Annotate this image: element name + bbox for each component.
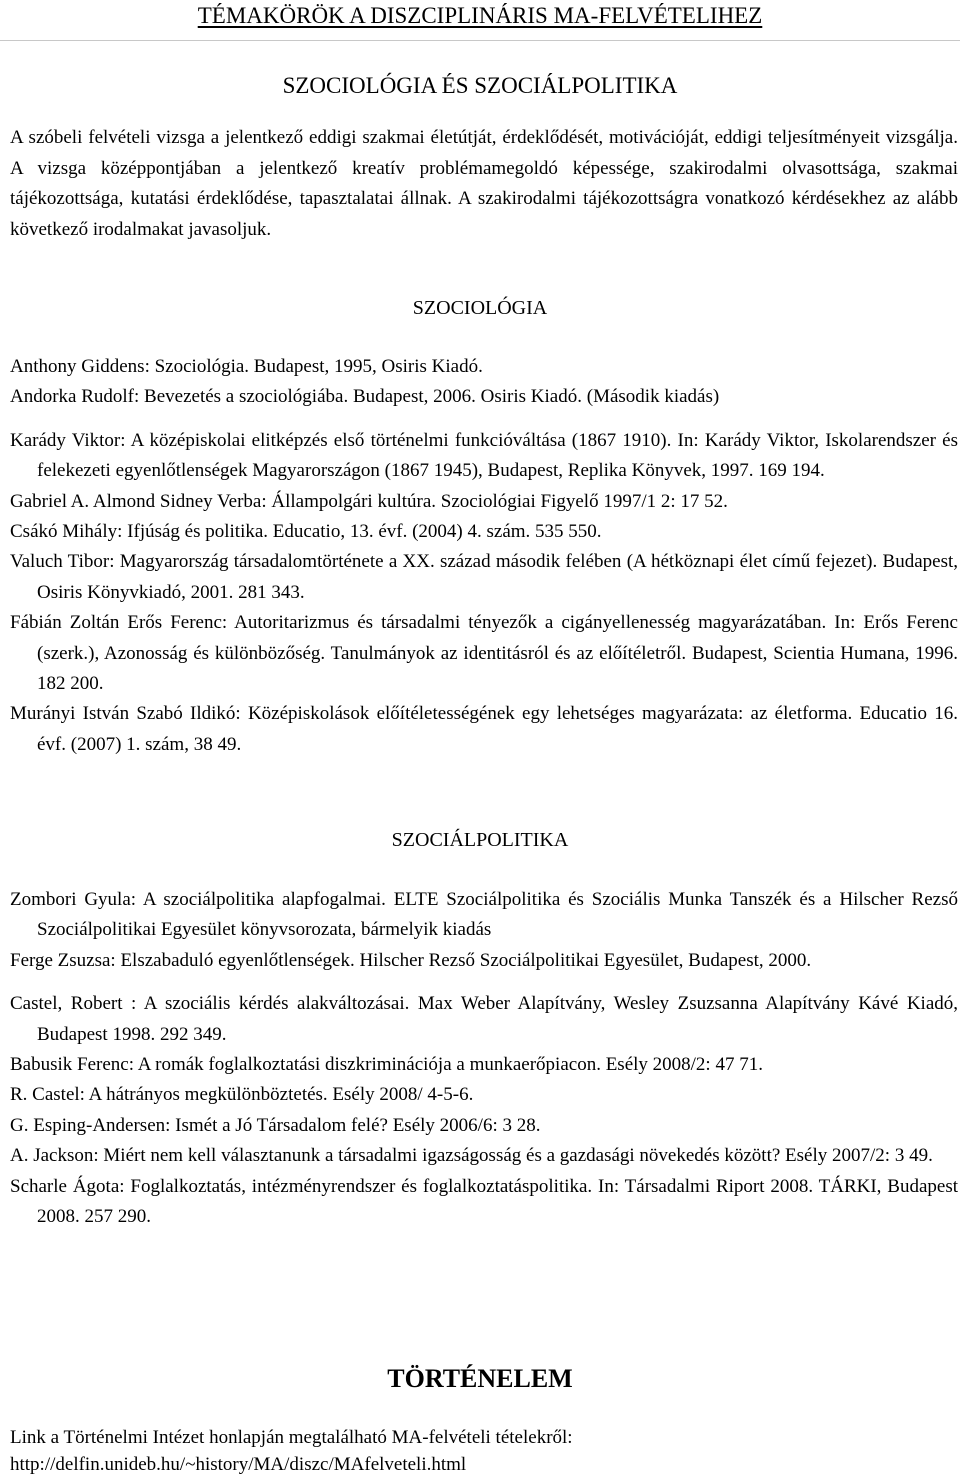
reference-item: G. Esping-Andersen: Ismét a Jó Társadalom felé? Esély 2006/6: 3 28. [10, 1114, 541, 1136]
sociology-reference-list [10, 352, 958, 760]
reference-item: Castel, Robert : A szociális kérdés alakváltozásai. Max Weber Alapítvány, Wesley Zsuzsanna Alapítvány Kávé Kiadó, Budapest 1998. 292 349. [10, 993, 958, 1045]
reference-item: Murányi István Szabó Ildikó: Középiskolások előítéletességének egy lehetséges magyarázata: az életforma. Educatio 16. évf. (2007) 1. szám, 38 49. [10, 703, 958, 755]
reference-item: Zombori Gyula: A szociálpolitika alapfogalmai. ELTE Szociálpolitika és Szociális Munka Tanszék és a Hilscher Rezső Szociálpolitikai Egyesület könyvsorozata, bármelyik kiadás [10, 889, 958, 941]
history-heading: TÖRTÉNELEM [387, 1364, 573, 1393]
social-policy-reference-list [10, 885, 958, 1232]
page-header [0, 0, 960, 31]
main-title: SZOCIOLÓGIA ÉS SZOCIÁLPOLITIKA [282, 73, 678, 98]
reference-item: Babusik Ferenc: A romák foglalkoztatási diszkriminációja a munkaerőpiacon. Esély 2008/2: 47 71. [10, 1054, 763, 1076]
history-link-block [10, 1424, 958, 1478]
social-policy-heading: SZOCIÁLPOLITIKA [391, 829, 569, 851]
reference-item: Scharle Ágota: Foglalkoztatás, intézményrendszer és foglalkoztatáspolitika. In: Társadalmi Riport 2008. TÁRKI, Budapest 2008. 257 290. [10, 1175, 958, 1228]
reference-item: Valuch Tibor: Magyarország társadalomtörténete a XX. század második felében (A hétköznapi élet című fejezet). Budapest, Osiris Könyvkiadó, 2001. 281 343. [10, 551, 958, 603]
history-link-text: Link a Történelmi Intézet honlapján megtalálható MA-felvételi tételekről: [10, 1427, 573, 1448]
header-title: TÉMAKÖRÖK A DISZCIPLINÁRIS MA-FELVÉTELIHEZ [197, 3, 763, 28]
reference-item: Gabriel A. Almond Sidney Verba: Állampolgári kultúra. Szociológiai Figyelő 1997/1 2: 17 52. [10, 490, 728, 512]
reference-item: Fábián Zoltán Erős Ferenc: Autoritarizmus és társadalmi tényezők a cigányellenesség magyarázatában. In: Erős Ferenc (szerk.), Azonosság és különbözőség. Tanulmányok az identitásról és az előítéletről. Budapest, Scientia Humana, 1996. 182 200. [10, 612, 958, 695]
reference-item: Ferge Zsuzsa: Elszabaduló egyenlőtlenségek. Hilscher Rezső Szociálpolitikai Egyesület, Budapest, 2000. [10, 949, 812, 971]
reference-item: Andorka Rudolf: Bevezetés a szociológiába. Budapest, 2006. Osiris Kiadó. (Második kiadás) [10, 386, 720, 408]
reference-item: R. Castel: A hátrányos megkülönböztetés. Esély 2008/ 4-5-6. [10, 1084, 474, 1106]
reference-item: A. Jackson: Miért nem kell választanunk a társadalmi igazságosság és a gazdasági növekedés között? Esély 2007/2: 3 49. [10, 1145, 933, 1167]
reference-item: Csákó Mihály: Ifjúság és politika. Educatio, 13. évf. (2004) 4. szám. 535 550. [10, 521, 602, 543]
intro-paragraph: A szóbeli felvételi vizsga a jelentkező eddigi szakmai életútját, érdeklődését, motivációját, eddigi teljesítményeit vizsgálja. A vizsga középpontjában a jelentkező kreatív problémamegoldó képessége, szakirodalmi olvasottsága, szakmai tájékozottsága, kutatási érdeklődése, tapasztalatai állnak. A szakirodalmi tájékozottságra vonatkozó kérdésekhez az alább következő irodalmakat javasoljuk. [10, 127, 958, 240]
sociology-heading: SZOCIOLÓGIA [412, 297, 548, 319]
history-url-link[interactable]: http://delfin.unideb.hu/~history/MA/diszc/MAfelveteli.html [10, 1454, 467, 1475]
header-divider [0, 40, 960, 41]
reference-item: Anthony Giddens: Szociológia. Budapest, 1995, Osiris Kiadó. [10, 356, 483, 377]
reference-item: Karády Viktor: A középiskolai elitképzés első történelmi funkcióváltása (1867 1910). In: Karády Viktor, Iskolarendszer és felekezeti egyenlőtlenségek Magyarországon (1867 1945), Budapest, Replika Könyvek, 1997. 169 194. [10, 429, 958, 482]
